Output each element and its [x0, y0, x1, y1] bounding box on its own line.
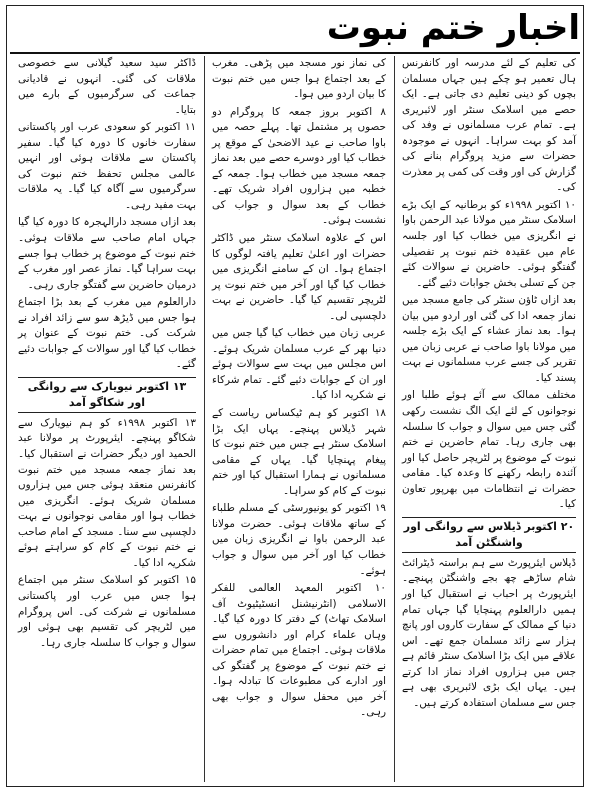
section-heading: ۲۰ اکتوبر ڈیلاس سے روانگی اور واشنگٹن آمد: [402, 517, 576, 553]
section-heading: ۱۳ اکتوبر نیویارک سے روانگی اور شکاگو آمد: [18, 377, 196, 413]
right-column: [398, 56, 580, 784]
article-paragraph: ۱۰ اکتوبر المعہد العالمی للفکر الاسلامی (انٹرنیشنل انسٹیٹیوٹ آف اسلامک تھاٹ) کے دفتر کا دورہ کیا گیا۔ وہاں علماء کرام اور دانشوروں سے ملاقات ہوئی۔ اجتماع میں تمام حضرات نے ختم نبوت کے موضوع پر گفتگو کی اور ادارے کی مطبوعات کا تبادلہ ہوا۔ آخر میں محفل سوال و جواب بھی رہی۔: [212, 582, 386, 719]
article-paragraph: بعد ازاں ٹاؤن سنٹر کی جامع مسجد میں نماز جمعہ ادا کی گئی اور اردو میں بیان ہوا۔ بعد نماز عشاء کے ایک بڑے جلسہ میں مولانا باوا صاحب نے عربی زبان میں تقریر کی جسے عرب مسلمانوں نے بہت پسند کیا۔: [402, 294, 576, 384]
masthead-title: اخبار ختم نبوت: [326, 8, 580, 48]
article-paragraph: دارالعلوم میں مغرب کے بعد بڑا اجتماع ہوا جس میں ڈیڑھ سو سے زائد افراد نے شرکت کی۔ ختم نبوت کے عنوان پر خطاب کیا گیا اور سوالات کے جوابات دئیے گئے۔: [18, 296, 196, 371]
middle-column: [208, 56, 390, 784]
article-paragraph: ڈیلاس ایئرپورٹ سے ہم براستہ ڈیٹرائٹ شام ساڑھے چھ بجے واشنگٹن پہنچے۔ ایئرپورٹ پر احباب نے استقبال کیا اور ہمیں دارالعلوم پہنچایا گیا جہاں تمام دنیا کے ممالک کے سفارت کاروں اور پانچ ہزار سے زائد مسلمان جمع تھے۔ اس علاقے میں ایک بڑا اسلامک سنٹر قائم ہے جس میں ہزاروں افراد نماز ادا کرتے ہیں۔ یہاں ایک بڑی لائبریری بھی ہے جس سے مسلمان استفادہ کرتے ہیں۔: [402, 556, 576, 709]
article-paragraph: ڈاکٹر سید سعید گیلانی سے خصوصی ملاقات کی گئی۔ انہوں نے قادیانی جماعت کی سرگرمیوں کے بارے میں بتایا۔: [18, 57, 196, 116]
article-paragraph: ۱۱ اکتوبر کو سعودی عرب اور پاکستانی سفارت خانوں کا دورہ کیا گیا۔ سفیر پاکستان سے ملاقات ہوئی اور انہیں عالمی مجلس تحفظ ختم نبوت کی سرگرمیوں سے آگاہ کیا گیا۔ یہ ملاقات بہت مفید رہی۔: [18, 121, 196, 211]
article-paragraph: کی نماز نور مسجد میں پڑھی۔ مغرب کے بعد اجتماع ہوا جس میں ختم نبوت کا بیان اردو میں ہوا۔: [212, 57, 386, 101]
article-paragraph: مختلف ممالک سے آئے ہوئے طلبا اور نوجوانوں کے لئے ایک الگ نشست رکھی گئی جس میں سوال و جواب کا سلسلہ بھی جاری رہا۔ تمام حاضرین نے ختم نبوت کے موضوع پر لٹریچر حاصل کیا اور آئندہ رابطہ رکھنے کا وعدہ کیا۔ مقامی حضرات نے انتظامات میں بھرپور تعاون کیا۔: [402, 389, 576, 511]
article-paragraph: عربی زبان میں خطاب کیا گیا جس میں دنیا بھر کے عرب مسلمان شریک ہوئے۔ اس مجلس میں بہت سے سوالات ہوئے اور ان کے جوابات دئیے گئے۔ تمام شرکاء نے شکریہ ادا کیا۔: [212, 327, 386, 402]
article-paragraph: کی تعلیم کے لئے مدرسہ اور کانفرنس ہال تعمیر ہو چکے ہیں جہاں مسلمان بچوں کو دینی تعلیم دی جاتی ہے۔ ایک حصے میں اسلامک سنٹر اور لائبریری ہے۔ تمام عرب مسلمانوں نے وفد کی آمد کو بہت سراہا۔ انہوں نے موجودہ حضرات سے مزید پروگرام بنانے کی گزارش کی اور وقت کی کمی پر معذرت کی۔: [402, 57, 576, 194]
article-paragraph: ۱۳ اکتوبر ۱۹۹۸ء کو ہم نیویارک سے شکاگو پہنچے۔ ایئرپورٹ پر مولانا عبد الحمید اور دیگر حضرات نے استقبال کیا۔ بعد نماز جمعہ مسجد میں ختم نبوت کانفرنس منعقد ہوئی جس میں ہزاروں مسلمان شریک ہوئے۔ انگریزی میں خطاب ہوا اور مقامی نوجوانوں نے بہت دلچسپی سے سنا۔ مسجد کے امام صاحب نے ختم نبوت کے کام کو سراہتے ہوئے شکریہ ادا کیا۔: [18, 416, 196, 569]
article-paragraph: ۱۹ اکتوبر کو یونیورسٹی کے مسلم طلباء کے ساتھ ملاقات ہوئی۔ حضرت مولانا عبد الرحمن باوا نے انگریزی زبان میں خطاب کیا اور آخر میں سوال و جواب ہوئے۔: [212, 502, 386, 577]
article-paragraph: ۱۸ اکتوبر کو ہم ٹیکساس ریاست کے شہر ڈیلاس پہنچے۔ یہاں ایک بڑا اسلامک سنٹر ہے جس میں ختم نبوت کا پیغام پہنچایا گیا۔ یہاں کے مقامی مسلمانوں نے ہمارا استقبال کیا اور ختم نبوت کے کام کو سراہا۔: [212, 407, 386, 497]
article-paragraph: بعد ازاں مسجد دارالہجرہ کا دورہ کیا گیا جہاں امام صاحب سے ملاقات ہوئی۔ ختم نبوت کے موضوع پر خطاب ہوا جسے بہت سراہا گیا۔ نماز عصر اور مغرب کے درمیان حاضرین سے گفتگو جاری رہی۔: [18, 216, 196, 291]
article-paragraph: اس کے علاوہ اسلامک سنٹر میں ڈاکٹر حضرات اور اعلیٰ تعلیم یافتہ لوگوں کا اجتماع ہوا۔ ان کے سامنے انگریزی میں خطاب کیا گیا اور آخر میں ختم نبوت پر لٹریچر تقسیم کیا گیا۔ حاضرین نے بہت دلچسپی لی۔: [212, 232, 386, 322]
left-column: [14, 56, 200, 784]
article-paragraph: ۱۰ اکتوبر ۱۹۹۸ء کو برطانیہ کے ایک بڑے اسلامک سنٹر میں مولانا عبد الرحمن باوا نے انگریزی میں خطاب کیا اور جلسہ عام میں عقیدہ ختم نبوت پر تفصیلی گفتگو ہوئی۔ حاضرین نے سوالات کئے جن کے تسلی بخش جوابات دئیے گئے۔: [402, 198, 577, 289]
article-paragraph: ۱۵ اکتوبر کو اسلامک سنٹر میں اجتماع ہوا جس میں عرب اور پاکستانی مسلمانوں نے شرکت کی۔ اس پروگرام میں لٹریچر کی تقسیم بھی ہوئی اور سوال و جواب کا سلسلہ جاری رہا۔: [18, 574, 196, 649]
article-paragraph: ۸ اکتوبر بروز جمعہ کا پروگرام دو حصوں پر مشتمل تھا۔ پہلے حصہ میں باوا صاحب نے عید الاضحیٰ کے موقع پر خطاب کیا اور دوسرے حصے میں بعد نماز جمعہ مسجد میں خطاب ہوا۔ جمعہ کے خطبہ میں ہزاروں افراد شریک تھے۔ خطاب کے بعد سوال و جواب کی نشست ہوئی۔: [212, 105, 386, 227]
masthead-rule: [10, 52, 580, 54]
column-divider-left: [204, 56, 205, 782]
column-divider-right: [394, 56, 395, 782]
